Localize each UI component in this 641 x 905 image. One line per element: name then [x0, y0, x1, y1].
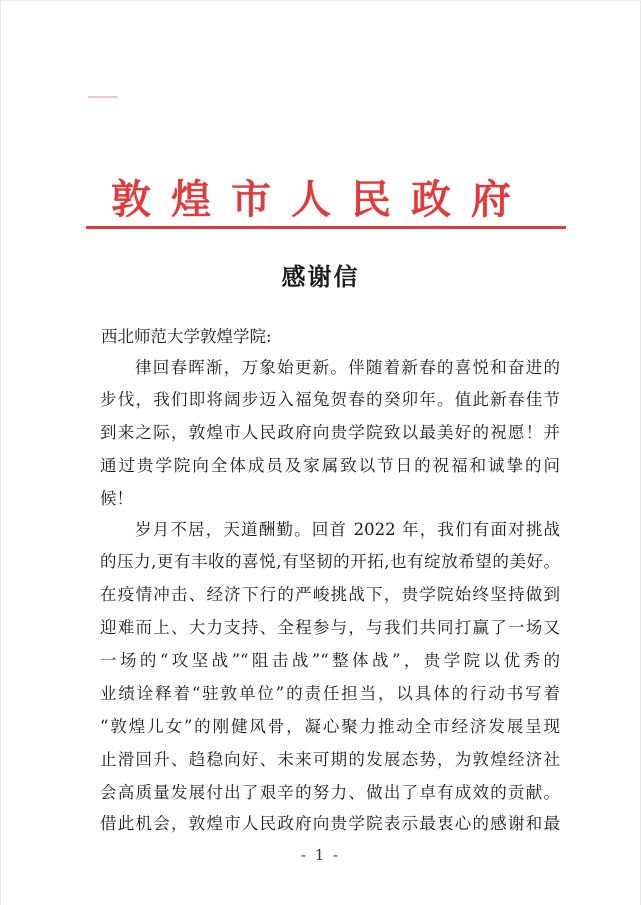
page-number: - 1 - [300, 846, 341, 864]
paragraph-1-line: 通过贵学院向全体成员及家属致以节日的祝福和诚挚的问 [100, 456, 560, 475]
paragraph-2-line: 借此机会，敦煌市人民政府向贵学院表示最衷心的感谢和最 [100, 814, 560, 833]
paragraph-2-line: 止滑回升、趋稳向好、未来可期的发展态势，为敦煌经济社 [100, 750, 560, 769]
paragraph-2-line: 一场的“攻坚战”“阻击战”“整体战”，贵学院以优秀的 [100, 651, 560, 670]
paragraph-2-line: 会高质量发展付出了艰辛的努力、做出了卓有成效的贡献。 [100, 783, 560, 802]
salutation: 西北师范大学敦煌学院: [101, 327, 272, 346]
paragraph-2-line: 业绩诠释着“驻敦单位”的责任担当，以具体的行动书写着 [100, 684, 560, 703]
paragraph-2-line: 的压力,更有丰收的喜悦,有坚韧的开拓,也有绽放希望的美好。 [100, 552, 560, 571]
letter-title: 感谢信 [281, 262, 360, 291]
scan-mark [88, 96, 118, 98]
issuer-header: 敦煌市人民政府 [111, 176, 531, 223]
paragraph-2-line: 岁月不居，天道酬勤。回首 2022 年，我们有面对挑战 [135, 520, 560, 539]
paragraph-1-line: 候！ [100, 489, 133, 508]
paragraph-2-line: 在疫情冲击、经济下行的严峻挑战下，贵学院始终坚持做到 [100, 585, 560, 604]
paragraph-2-line: 迎难而上、大力支持、全程参与，与我们共同打赢了一场又 [100, 618, 560, 637]
paragraph-1-line: 律回春晖渐，万象始更新。伴随着新春的喜悦和奋进的 [135, 358, 560, 377]
header-red-rule [86, 226, 566, 229]
paragraph-1-line: 步伐，我们即将阔步迈入福兔贺春的癸卯年。值此新春佳节 [100, 390, 560, 409]
paragraph-2-line: “敦煌儿女”的刚健风骨，凝心聚力推动全市经济发展呈现 [100, 717, 560, 736]
paragraph-1-line: 到来之际，敦煌市人民政府向贵学院致以最美好的祝愿！并 [100, 423, 560, 442]
